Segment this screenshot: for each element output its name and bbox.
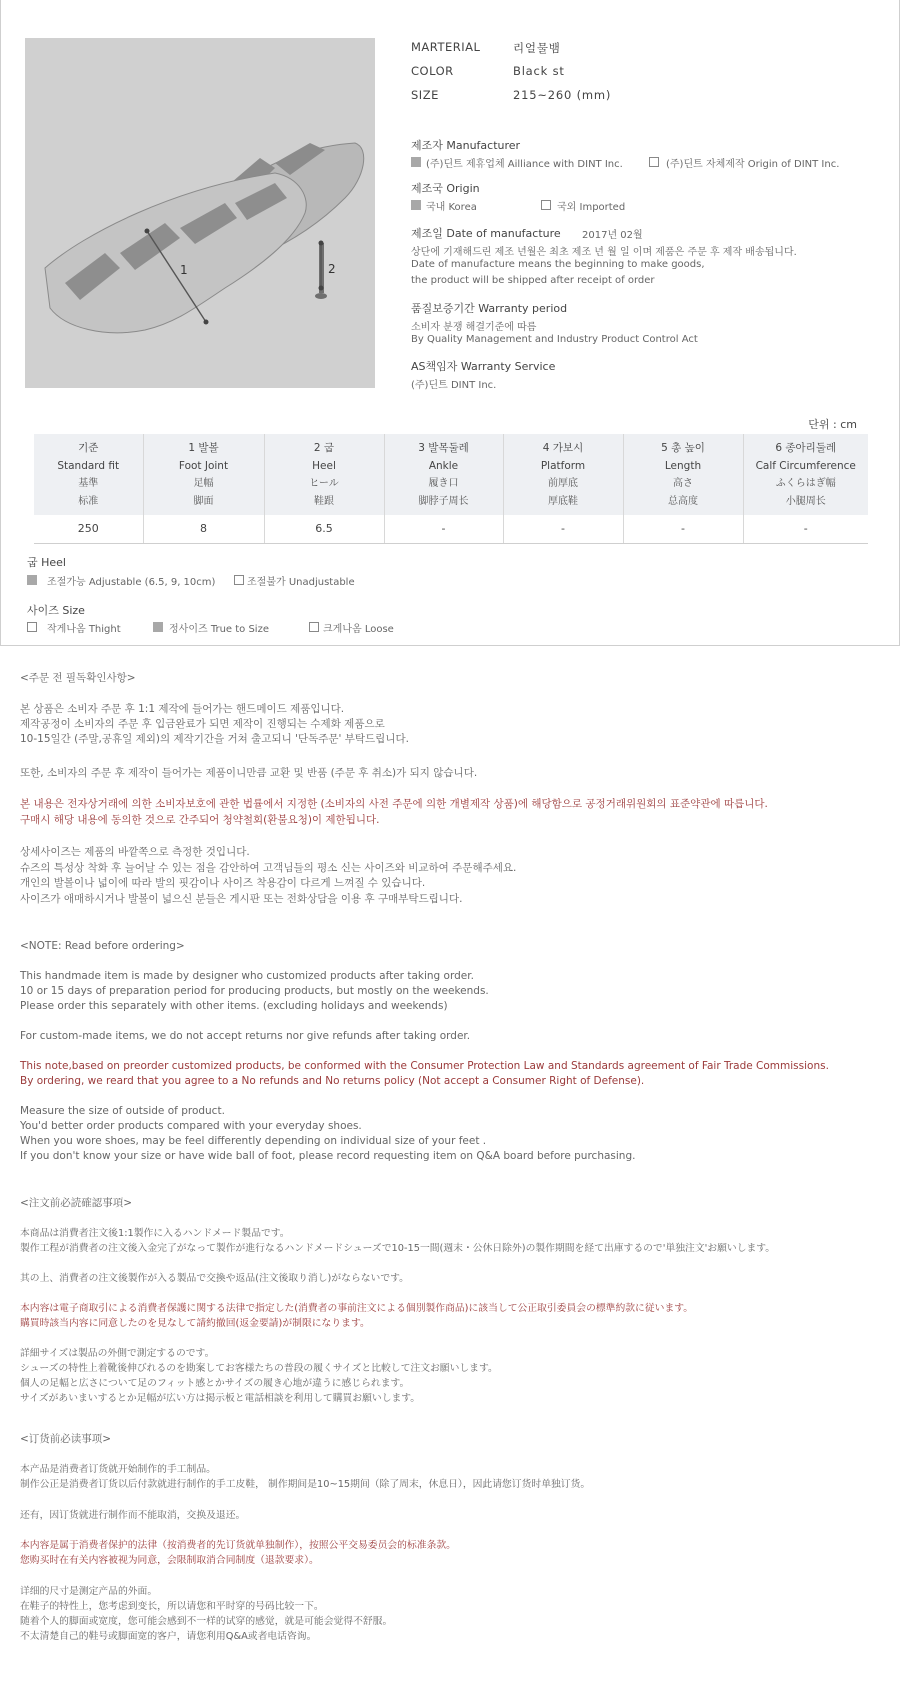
notice-zh-warning: 本内容是属于消费者保护的法律（按消费者的先订货就单独制作），按照公平交易委员会的标准条款。 bbox=[20, 1540, 456, 1551]
notice-en-line: For custom-made items, we do not accept returns nor give refunds after taking order. bbox=[20, 1030, 471, 1042]
notice-en-line: When you wore shoes, may be feel differently depending on individual size of your feet . bbox=[20, 1135, 487, 1147]
notice-en-line: Please order this separately with other items. (excluding holidays and weekends) bbox=[20, 1000, 448, 1012]
notice-en-line: This handmade item is made by designer who customized products after taking order. bbox=[20, 970, 474, 982]
origin-korea-label: 국내 Korea bbox=[426, 202, 477, 213]
size-tight-label: 작게나옴 Thight bbox=[47, 624, 121, 635]
heel-unadjustable-label: 조절불가 Unadjustable bbox=[247, 577, 355, 588]
notice-ko-warning: 구매시 해당 내용에 동의한 것으로 간주되어 청약철회(환불요청)이 제한됩니다. bbox=[20, 814, 380, 826]
header-ja: 足幅 bbox=[193, 478, 214, 489]
size-table-header bbox=[503, 434, 623, 515]
notice-ko-line: 10-15일간 (주말,공휴일 제외)의 제작기간을 거쳐 출고되니 '단독주문' 부탁드립니다. bbox=[20, 733, 409, 745]
header-en: Heel bbox=[312, 460, 336, 472]
header-zh: 鞋跟 bbox=[314, 496, 334, 507]
size-table-row bbox=[34, 515, 868, 543]
heel-adjustable-label: 조절가능 Adjustable (6.5, 9, 10cm) bbox=[47, 577, 216, 588]
header-ja: 基準 bbox=[78, 478, 99, 489]
manufacturer-origin-label: (주)딘트 자체제작 Origin of DINT Inc. bbox=[666, 159, 840, 170]
size-cell: - bbox=[384, 515, 503, 543]
notice-ja-warning: 本内容は電子商取引による消費者保護に関する法律で指定した(消費者の事前注文による個別製作商品)に該当して公正取引委員会の標準約款に従います。 bbox=[20, 1303, 694, 1314]
header-en: Calf Circumference bbox=[755, 460, 856, 472]
size-table-header bbox=[143, 434, 264, 515]
attr-label-material: MARTERIAL bbox=[411, 40, 481, 54]
header-en: Standard fit bbox=[57, 460, 120, 472]
notice-zh-line: 不太清楚自己的鞋号或脚面宽的客户，请您利用Q&A或者电话咨询。 bbox=[20, 1631, 317, 1642]
notice-en-line: You'd better order products compared with your everyday shoes. bbox=[20, 1120, 362, 1132]
warranty-line: By Quality Management and Industry Product Control Act bbox=[411, 334, 698, 345]
notice-ja-line: 本商品は消費者注文後1:1製作に入るハンドメード製品です。 bbox=[20, 1228, 290, 1239]
header-zh: 小腿周长 bbox=[785, 496, 826, 507]
product-spec-box bbox=[0, 0, 900, 646]
header-ko: 2 굽 bbox=[313, 442, 335, 454]
attr-label-color: COLOR bbox=[411, 64, 454, 78]
manufacturer-alliance-checkbox bbox=[411, 157, 421, 167]
size-table-header bbox=[34, 434, 143, 515]
size-cell: - bbox=[743, 515, 868, 543]
header-ko: 4 가보시 bbox=[542, 442, 584, 454]
as-service-value: (주)딘트 DINT Inc. bbox=[411, 380, 497, 391]
header-ko: 3 발목둘레 bbox=[418, 442, 469, 454]
header-en: Length bbox=[664, 460, 702, 472]
notice-ja-line: シューズの特性上着靴後伸びれるのを勘案してお客様たちの普段の履くサイズと比較して注文お願いします。 bbox=[20, 1363, 498, 1374]
warranty-line: 소비자 분쟁 해결기준에 따름 bbox=[411, 322, 537, 333]
notice-zh-warning: 您购买时在有关内容被视为同意，会限制取消合同制度（退款要求）。 bbox=[20, 1555, 319, 1566]
size-table-header bbox=[743, 434, 868, 515]
size-true-label: 정사이즈 True to Size bbox=[169, 624, 269, 635]
size-table-header-row bbox=[34, 434, 868, 515]
origin-title: 제조국 Origin bbox=[411, 182, 480, 195]
size-cell: - bbox=[623, 515, 743, 543]
origin-korea-checkbox bbox=[411, 200, 421, 210]
manufacture-date-line: 상단에 기재해드린 제조 년월은 최초 제조 년 월 일 이며 제품은 주문 후 제작 배송됩니다. bbox=[411, 247, 797, 258]
notice-zh-line: 在鞋子的特性上，您考虑到变长，所以请您和平时穿的号码比较一下。 bbox=[20, 1601, 324, 1612]
manufacture-date-title: 제조일 Date of manufacture bbox=[411, 227, 561, 240]
header-ja: ヒール bbox=[309, 478, 339, 489]
manufacture-date-line: the product will be shipped after receipt of order bbox=[411, 275, 655, 286]
size-cell: 8 bbox=[143, 515, 264, 543]
size-cell: - bbox=[503, 515, 623, 543]
notice-en-line: If you don't know your size or have wide ball of foot, please record requesting item on Q&A board before purchasing. bbox=[20, 1150, 636, 1162]
origin-imported-label: 국외 Imported bbox=[557, 202, 626, 213]
size-option-title: 사이즈 Size bbox=[27, 604, 85, 617]
size-loose-checkbox bbox=[309, 622, 319, 632]
origin-imported-checkbox bbox=[541, 200, 551, 210]
notice-ko-warning: 본 내용은 전자상거래에 의한 소비자보호에 관한 법률에서 지정한 (소비자의 사전 주문에 의한 개별제작 상품)에 해당함으로 공정거래위원회의 표준약관에 따릅니다. bbox=[20, 798, 768, 810]
header-zh: 脚脖子周长 bbox=[418, 496, 469, 507]
notice-ko-line: 본 상품은 소비자 주문 후 1:1 제작에 들어가는 핸드메이드 제품입니다. bbox=[20, 703, 345, 715]
manufacturer-title: 제조자 Manufacturer bbox=[411, 139, 521, 152]
notice-en-line: 10 or 15 days of preparation period for producing products, but mostly on the weekends. bbox=[20, 985, 489, 997]
notice-ja-line: サイズがあいまいするとか足幅が広い方は掲示板と電話相談を利用して購買お願いします。 bbox=[20, 1393, 421, 1404]
header-zh: 总高度 bbox=[668, 496, 698, 507]
notice-en-line: Measure the size of outside of product. bbox=[20, 1105, 225, 1117]
marker-2: 2 bbox=[328, 262, 336, 276]
manufacturer-alliance-label: (주)딘트 제휴업체 Ailliance with DINT Inc. bbox=[426, 159, 623, 170]
as-service-title: AS책임자 Warranty Service bbox=[411, 360, 556, 373]
notice-ko-line: 슈즈의 특성상 착화 후 늘어날 수 있는 점을 감안하여 고객님들의 평소 신는 사이즈와 비교하여 주문해주세요. bbox=[20, 862, 517, 874]
notice-ko-line: 사이즈가 애매하시거나 발볼이 넓으신 분들은 게시판 또는 전화상담을 이용 후 구매부탁드립니다. bbox=[20, 893, 463, 905]
header-ko: 1 발볼 bbox=[188, 442, 219, 454]
header-ja: 前厚底 bbox=[548, 478, 578, 489]
header-zh: 厚底鞋 bbox=[548, 496, 578, 507]
heel-adjustable-checkbox bbox=[27, 575, 37, 585]
header-en: Ankle bbox=[428, 460, 459, 472]
size-table-header bbox=[623, 434, 743, 515]
size-table-header bbox=[264, 434, 384, 515]
notice-zh-line: 还有，因订货就进行制作而不能取消，交换及退还。 bbox=[20, 1510, 246, 1521]
manufacturer-origin-checkbox bbox=[649, 157, 659, 167]
notice-zh-line: 制作公正是消费者订货以后付款就进行制作的手工皮鞋， 制作期间是10~15期间（除了周末，休息日），因此请您订货时单独订货。 bbox=[20, 1479, 591, 1490]
header-en: Foot Joint bbox=[178, 460, 229, 472]
notice-ja-line: 個人の足幅と広さについて足のフィット感とかサイズの履き心地が違うに感じられます。 bbox=[20, 1378, 410, 1389]
size-cell: 6.5 bbox=[264, 515, 384, 543]
heel-unadjustable-checkbox bbox=[234, 575, 244, 585]
header-ja: 高さ bbox=[673, 478, 693, 489]
notice-ja-warning: 購買時該当内容に同意したのを見なして請約撤回(返金要請)が制限になります。 bbox=[20, 1318, 370, 1329]
attr-value-material: 리얼물뱀 bbox=[513, 41, 561, 55]
notice-ko-line: 또한, 소비자의 주문 후 제작이 들어가는 제품이니만큼 교환 및 반품 (주문 후 취소)가 되지 않습니다. bbox=[20, 767, 478, 779]
marker-1: 1 bbox=[180, 263, 188, 277]
manufacture-date-value: 2017년 02월 bbox=[582, 230, 643, 241]
header-ja: 履き口 bbox=[428, 478, 459, 489]
attr-value-size: 215~260 (mm) bbox=[513, 88, 612, 102]
product-photo bbox=[25, 38, 375, 388]
notice-ko-line: 제작공정이 소비자의 주문 후 입금완료가 되면 제작이 진행되는 수제화 제품으로 bbox=[20, 718, 385, 730]
manufacture-date-line: Date of manufacture means the beginning to make goods, bbox=[411, 259, 705, 270]
attr-value-color: Black st bbox=[513, 64, 565, 78]
size-table bbox=[34, 434, 868, 544]
notice-en-warning: This note,based on preorder customized products, be conformed with the Consumer Protection Law and Standards agreement of Fair Trade Commissions. bbox=[20, 1060, 829, 1072]
notice-en-warning: By ordering, we reard that you agree to a No refunds and No returns policy (Not accept a Consumer Right of Defense). bbox=[20, 1075, 645, 1087]
warranty-title: 품질보증기간 Warranty period bbox=[411, 302, 568, 315]
size-tight-checkbox bbox=[27, 622, 37, 632]
header-ja: ふくらはぎ幅 bbox=[775, 478, 836, 489]
header-en: Platform bbox=[540, 460, 586, 472]
notice-ko-line: 상세사이즈는 제품의 바깥쪽으로 측정한 것입니다. bbox=[20, 846, 250, 858]
notice-ja-line: 詳細サイズは製品の外側で測定するのです。 bbox=[20, 1348, 215, 1359]
header-ko: 기준 bbox=[78, 442, 99, 454]
size-true-checkbox bbox=[153, 622, 163, 632]
notice-zh-line: 随着个人的脚面或宽度，您可能会感到不一样的试穿的感觉，就是可能会觉得不舒服。 bbox=[20, 1616, 393, 1627]
header-ko: 5 총 높이 bbox=[661, 442, 705, 454]
size-loose-label: 크게나옴 Loose bbox=[323, 624, 394, 635]
heel-option-title: 굽 Heel bbox=[27, 556, 66, 569]
header-zh: 脚面 bbox=[193, 496, 214, 507]
shoe-illustration bbox=[25, 38, 375, 388]
notice-ja-line: 其の上、消費者の注文後製作が入る製品で交換や返品(注文後取り消し)がならないです。 bbox=[20, 1273, 409, 1284]
notice-zh-line: 详细的尺寸是测定产品的外面。 bbox=[20, 1586, 158, 1597]
header-zh: 标准 bbox=[78, 496, 99, 507]
size-cell: 250 bbox=[34, 515, 143, 543]
attr-label-size: SIZE bbox=[411, 88, 439, 102]
header-ko: 6 종아리둘레 bbox=[775, 442, 837, 454]
notice-en-heading: <NOTE: Read before ordering> bbox=[20, 940, 185, 952]
notice-zh-line: 本产品是消费者订货就开始制作的手工制品。 bbox=[20, 1464, 216, 1475]
unit-label: 단위 : cm bbox=[808, 418, 857, 431]
size-table-header bbox=[384, 434, 503, 515]
notice-ko-heading: <주문 전 필독확인사항> bbox=[20, 672, 136, 684]
notice-zh-heading: <订货前必读事项> bbox=[20, 1433, 112, 1445]
notice-ja-line: 製作工程が消費者の注文後入金完了がなって製作が進行なるハンドメードシューズで10-15一間(週末・公休日除外)の製作期間を経て出庫するので'単独注文'お願いします。 bbox=[20, 1243, 776, 1254]
notice-ko-line: 개인의 발볼이나 넓이에 따라 발의 핏감이나 사이즈 착용감이 다르게 느껴질 수 있습니다. bbox=[20, 877, 426, 889]
notice-ja-heading: <注文前必読確認事項> bbox=[20, 1197, 133, 1209]
